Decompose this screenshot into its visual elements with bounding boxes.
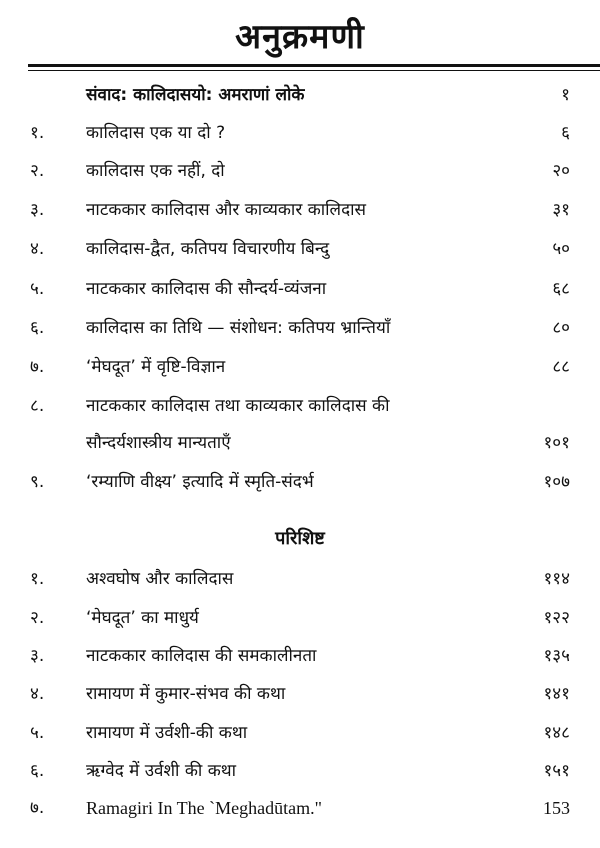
entry-number: २.: [30, 608, 45, 628]
entry-number: ८.: [30, 396, 45, 416]
entry-page: ५०: [552, 239, 570, 259]
entry-number: ७.: [30, 798, 45, 818]
appendix-entry: [0, 564, 600, 594]
entry-title: ऋग्वेद में उर्वशी की कथा: [86, 761, 237, 781]
entry-title: ‘मेघदूत’ का माधुर्य: [86, 608, 199, 628]
entry-page: १०७: [543, 472, 570, 492]
entry-page: ८०: [552, 318, 570, 338]
entry-title: कालिदास एक नहीं, दो: [86, 161, 225, 181]
chapter-entry: [0, 274, 600, 304]
entry-page: 153: [543, 798, 570, 818]
chapter-entry: [0, 313, 600, 343]
entry-title: रामायण में कुमार-संभव की कथा: [86, 684, 286, 704]
entry-page: १२२: [543, 608, 570, 628]
entry-page: २०: [552, 161, 570, 181]
entry-title: Ramagiri In The `Meghadūtam.": [86, 798, 322, 818]
appendix-entry: [0, 679, 600, 709]
chapter-entry: [0, 234, 600, 264]
entry-title: ‘मेघदूत’ में वृष्टि-विज्ञान: [86, 357, 226, 377]
entry-page: ८८: [552, 357, 570, 377]
entry-number: ४.: [30, 684, 45, 704]
entry-page: १४८: [543, 723, 570, 743]
entry-title: कालिदास का तिथि — संशोधन: कतिपय भ्रान्तियाँ: [86, 318, 391, 338]
entry-title: अश्वघोष और कालिदास: [86, 569, 234, 589]
chapter-entry-continued: [0, 428, 600, 458]
appendix-entry: [0, 718, 600, 748]
entry-title: रामायण में उर्वशी-की कथा: [86, 723, 248, 743]
entry-number: ५.: [30, 279, 45, 299]
entry-number: १.: [30, 569, 45, 589]
appendix-heading: परिशिष्ट: [275, 528, 325, 549]
entry-page: ६: [561, 123, 570, 143]
chapter-entry: [0, 156, 600, 186]
entry-page: १: [561, 85, 570, 105]
appendix-entry: [0, 641, 600, 671]
entry-number: ९.: [30, 472, 45, 492]
chapter-entry: [0, 118, 600, 148]
entry-page: ६८: [552, 279, 570, 299]
entry-title: नाटककार कालिदास की सौन्दर्य-व्यंजना: [86, 279, 327, 299]
entry-number: ३.: [30, 200, 45, 220]
page-title: अनुक्रमणी: [235, 17, 365, 57]
entry-page: १३५: [543, 646, 570, 666]
appendix-entry: [0, 756, 600, 786]
entry-page: १०१: [543, 433, 570, 453]
entry-title: कालिदास एक या दो ?: [86, 123, 226, 143]
title-rule-thin: [28, 70, 600, 71]
entry-page: १५१: [543, 761, 570, 781]
title-rule-thick: [28, 64, 600, 67]
entry-number: ७.: [30, 357, 45, 377]
entry-number: १.: [30, 123, 45, 143]
entry-title: नाटककार कालिदास और काव्यकार कालिदास: [86, 200, 366, 220]
entry-number: ४.: [30, 239, 45, 259]
appendix-entry: [0, 603, 600, 633]
entry-number: ६.: [30, 318, 45, 338]
entry-title: संवाद: कालिदासयो: अमराणां लोके: [86, 85, 305, 105]
entry-title: कालिदास-द्वैत, कतिपय विचारणीय बिन्दु: [86, 239, 330, 259]
chapter-entry: [0, 195, 600, 225]
entry-number: २.: [30, 161, 45, 181]
entry-number: ५.: [30, 723, 45, 743]
chapter-entry: [0, 391, 600, 421]
entry-page: ३१: [552, 200, 570, 220]
entry-number: ३.: [30, 646, 45, 666]
entry-title-line-2: सौन्दर्यशास्त्रीय मान्यताएँ: [86, 433, 231, 453]
entry-title: नाटककार कालिदास तथा काव्यकार कालिदास की: [86, 396, 390, 416]
entry-number: ६.: [30, 761, 45, 781]
chapter-entry: [0, 467, 600, 497]
appendix-entry: [0, 793, 600, 823]
entry-page: १४१: [543, 684, 570, 704]
entry-title: ‘रम्याणि वीक्ष्य’ इत्यादि में स्मृति-संदर्भ: [86, 472, 314, 492]
entry-page: ११४: [543, 569, 570, 589]
chapter-entry: [0, 352, 600, 382]
intro-entry: [0, 80, 600, 110]
entry-title: नाटककार कालिदास की समकालीनता: [86, 646, 317, 666]
